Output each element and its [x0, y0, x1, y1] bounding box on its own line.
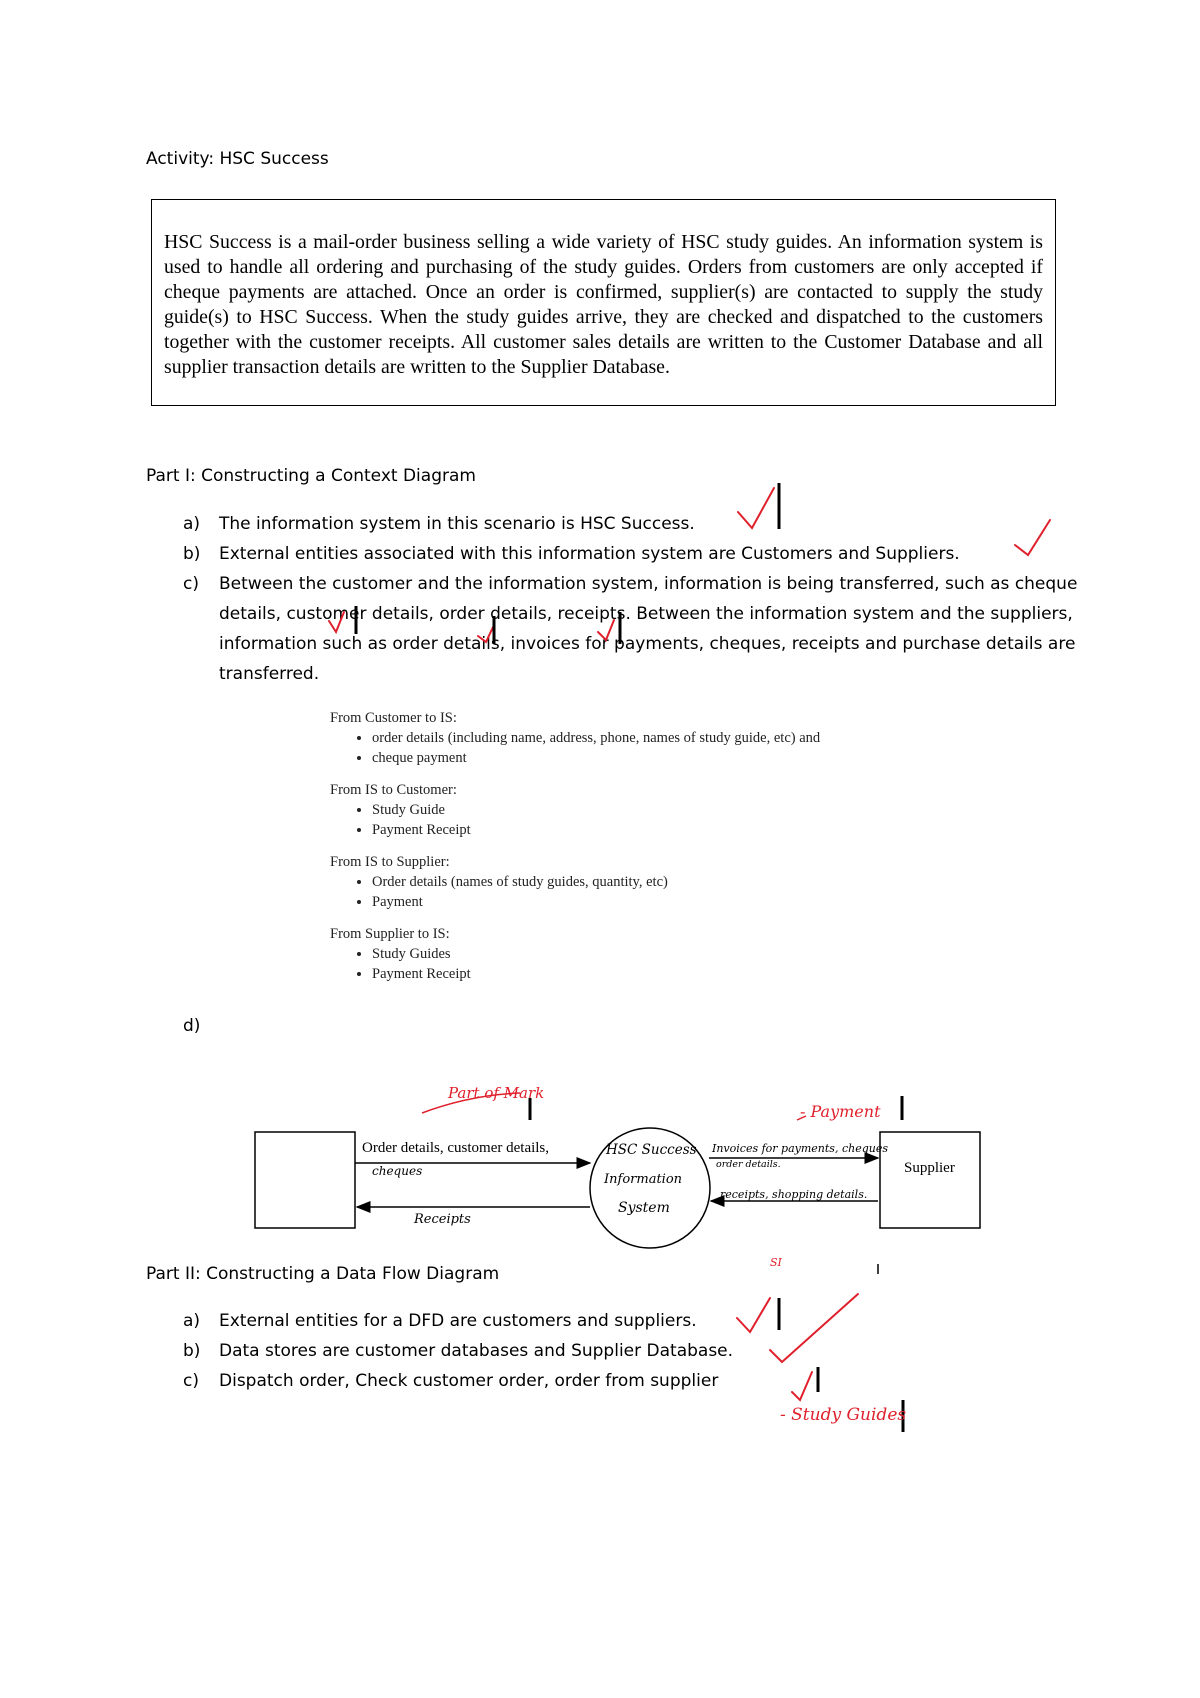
part2-heading: Part II: Constructing a Data Flow Diagram [146, 1264, 500, 1284]
page-title: Activity: HSC Success [146, 149, 329, 169]
annotation-si: SI [770, 1256, 782, 1269]
part2-item-c [183, 1366, 1083, 1396]
supplier-label: Supplier [904, 1160, 955, 1176]
item-label: a) [183, 514, 201, 534]
item-label: b) [183, 544, 201, 564]
flow-item: • cheque payment [372, 748, 890, 768]
flow-heading: From Customer to IS: [330, 710, 457, 726]
customer-to-is-label-line2: cheques [372, 1164, 423, 1178]
flow-item: • Order details (names of study guides, quantity, etc) [372, 872, 890, 892]
flow-heading: From IS to Customer: [330, 782, 457, 798]
item-d-label: d) [183, 1016, 201, 1036]
annotation-part-of-mark: Part of Mark [448, 1084, 545, 1102]
flow-heading: From Supplier to IS: [330, 926, 450, 942]
part2-item-b [183, 1336, 1083, 1366]
item-label: b) [183, 1341, 201, 1361]
item-label: c) [183, 574, 199, 594]
flow-item: • Payment Receipt [372, 964, 890, 984]
flow-heading: From IS to Supplier: [330, 854, 450, 870]
customer-to-is-label [362, 1140, 549, 1157]
annotation-payment: - Payment [800, 1102, 881, 1121]
flow-item: • Study Guides [372, 944, 890, 964]
part1-heading: Part I: Constructing a Context Diagram [146, 466, 476, 486]
item-text: Dispatch order, Check customer order, order from supplier [219, 1371, 719, 1391]
process-label-line2: Information [604, 1172, 683, 1187]
supplier-entity-box [880, 1132, 980, 1228]
customer-entity-box [255, 1132, 355, 1228]
item-label: c) [183, 1371, 199, 1391]
is-to-supplier-label-line2: order details. [716, 1159, 781, 1170]
flow-item: • Payment [372, 892, 890, 912]
item-text: External entities for a DFD are customers and suppliers. [219, 1311, 697, 1331]
item-label: a) [183, 1311, 201, 1331]
part2-list [183, 1306, 1083, 1396]
customer-to-is-label-line1: Order details, customer details, [362, 1140, 550, 1156]
item-text: External entities associated with this information system are Customers and Suppliers. [219, 544, 960, 564]
item-text: The information system in this scenario is HSC Success. [219, 514, 695, 534]
is-to-supplier-label: Invoices for payments, cheques [712, 1142, 888, 1155]
supplier-to-is-label: receipts, shopping details. [720, 1188, 868, 1201]
process-label-line3: System [618, 1200, 670, 1216]
flow-item: • Study Guide [372, 800, 890, 820]
process-label-line1: HSC Success [606, 1142, 697, 1158]
flow-item: • order details (including name, address, phone, names of study guide, etc) and [372, 728, 890, 748]
is-to-customer-label: Receipts [414, 1212, 471, 1227]
annotation-study-guides: - Study Guides [780, 1405, 907, 1425]
scenario-text: HSC Success is a mail-order business selling a wide variety of HSC study guides. An information system is used to handle all ordering and purchasing of the study guides. Orders from customers are only accepted if cheque payments are attached. Once an order is confirmed, supplier(s) are contacted to supply the study guide(s) to HSC Success. When the study guides arrive, they are checked and dispatched to the customers together with the customer receipts. All customer sales details are written to the Customer Database and all supplier transaction details are written to the Supplier Database. [164, 231, 1043, 378]
part2-item-a [183, 1306, 1083, 1336]
item-text: Between the customer and the information system, information is being transferred, such as cheque details, customer details, order details, receipts. Between the information system and the suppliers, information such as order details, invoices for payments, cheques, receipts and purchase details are transferred. [219, 574, 1078, 684]
item-text: Data stores are customer databases and Supplier Database. [219, 1341, 734, 1361]
flow-item: • Payment Receipt [372, 820, 890, 840]
